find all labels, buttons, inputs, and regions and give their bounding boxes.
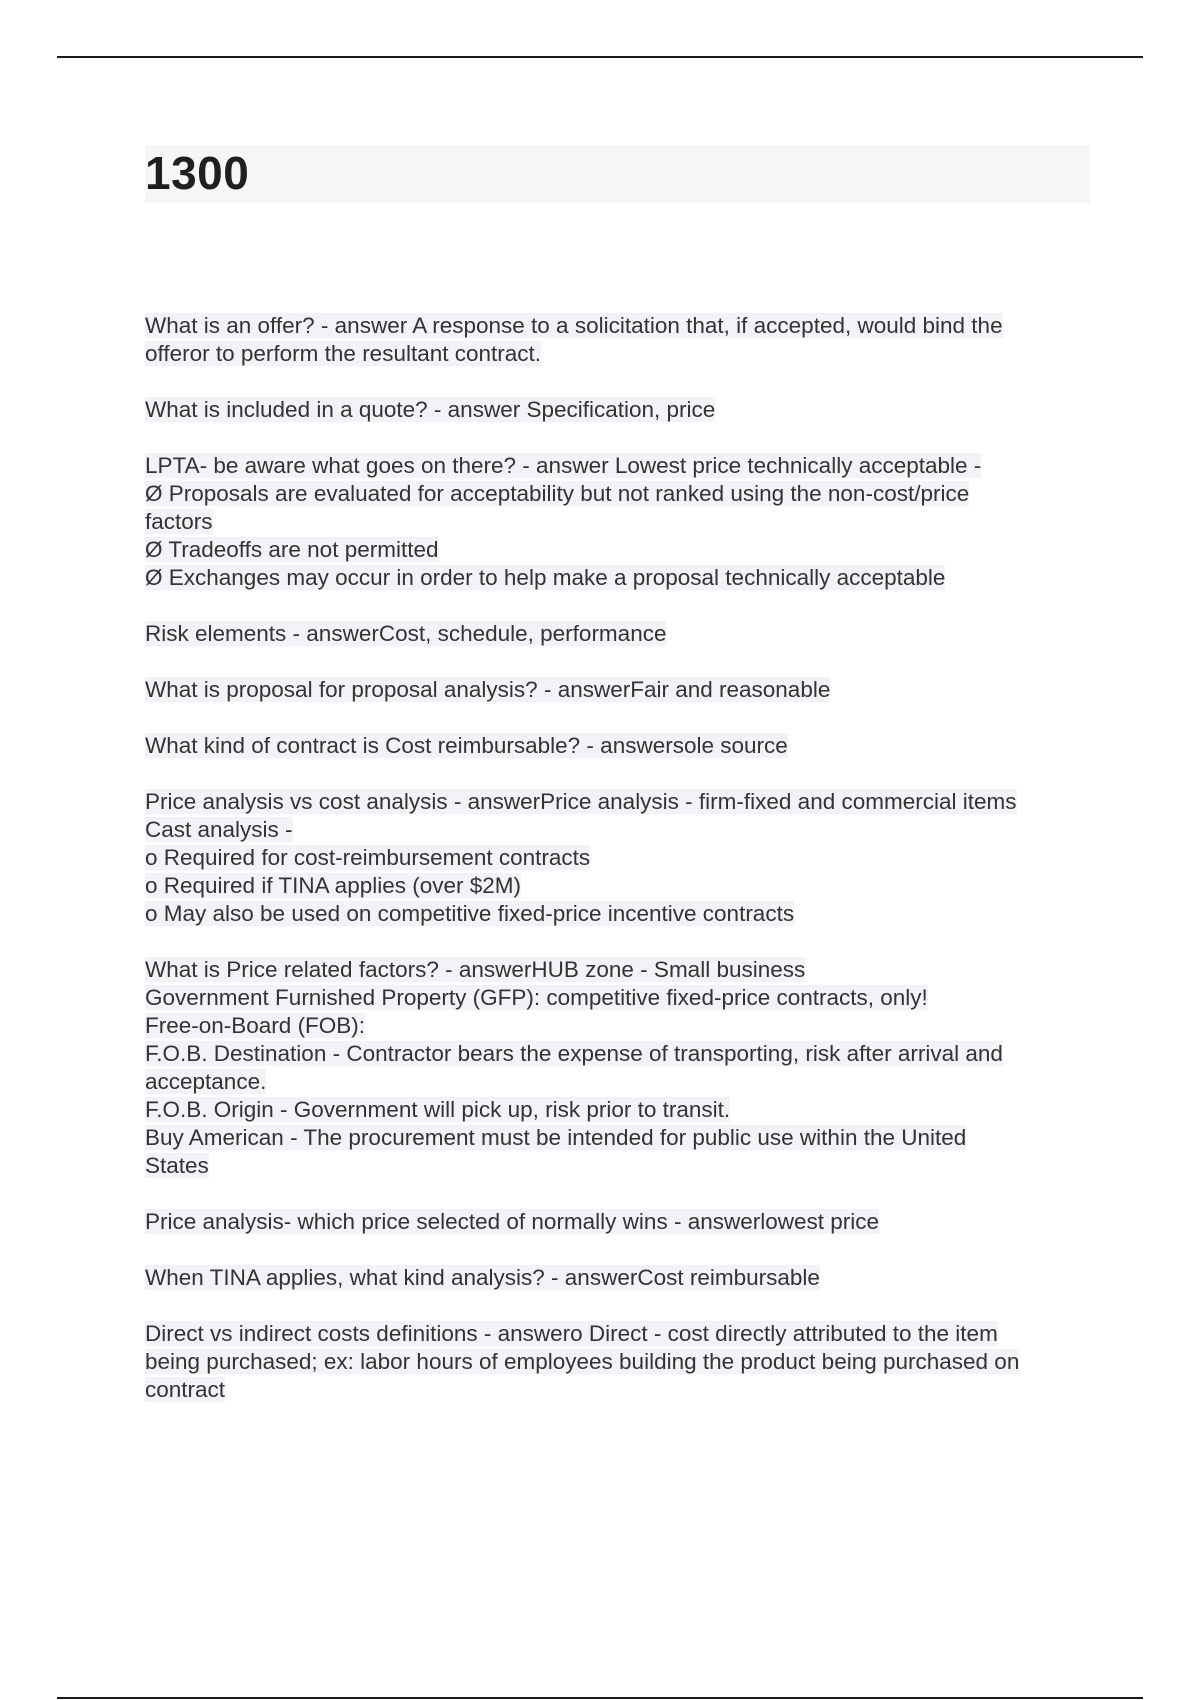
qa-line: Price analysis- which price selected of normally wins - answerlowest price xyxy=(145,1209,880,1234)
qa-line: What is included in a quote? - answer Specification, price xyxy=(145,397,716,422)
qa-tina-analysis xyxy=(145,1264,1090,1292)
title-band xyxy=(145,145,1090,203)
qa-risk-elements xyxy=(145,620,1090,648)
qa-line: LPTA- be aware what goes on there? - answer Lowest price technically acceptable - xyxy=(145,453,982,478)
qa-offer xyxy=(145,312,1090,368)
qa-line: Price analysis vs cost analysis - answerPrice analysis - firm-fixed and commercial items xyxy=(145,789,1017,814)
qa-price-vs-cost xyxy=(145,788,1090,928)
qa-line: When TINA applies, what kind analysis? - answerCost reimbursable xyxy=(145,1265,820,1290)
qa-line: Ø Tradeoffs are not permitted xyxy=(145,537,439,562)
qa-proposal-analysis xyxy=(145,676,1090,704)
qa-price-related-factors xyxy=(145,956,1090,1180)
qa-line: Free-on-Board (FOB): xyxy=(145,1013,366,1038)
qa-line: factors xyxy=(145,509,213,534)
qa-line: Ø Proposals are evaluated for acceptability but not ranked using the non-cost/price xyxy=(145,481,970,506)
qa-cost-reimbursable xyxy=(145,732,1090,760)
qa-line: o Required for cost-reimbursement contracts xyxy=(145,845,591,870)
qa-line: Ø Exchanges may occur in order to help make a proposal technically acceptable xyxy=(145,565,946,590)
qa-line: being purchased; ex: labor hours of employees building the product being purchased on xyxy=(145,1349,1020,1374)
qa-line: What is an offer? - answer A response to a solicitation that, if accepted, would bind the xyxy=(145,313,1003,338)
qa-line: Cast analysis - xyxy=(145,817,293,842)
qa-line: Government Furnished Property (GFP): competitive fixed-price contracts, only! xyxy=(145,985,928,1010)
qa-line: Buy American - The procurement must be intended for public use within the United xyxy=(145,1125,967,1150)
qa-direct-vs-indirect xyxy=(145,1320,1090,1404)
qa-line: F.O.B. Destination - Contractor bears the expense of transporting, risk after arrival and xyxy=(145,1041,1003,1066)
qa-line: o May also be used on competitive fixed-price incentive contracts xyxy=(145,901,795,926)
qa-line: What is Price related factors? - answerHUB zone - Small business xyxy=(145,957,806,982)
qa-line: Direct vs indirect costs definitions - answero Direct - cost directly attributed to the item xyxy=(145,1321,998,1346)
qa-lpta xyxy=(145,452,1090,592)
bottom-rule xyxy=(57,1697,1143,1699)
qa-line: States xyxy=(145,1153,209,1178)
qa-line: What kind of contract is Cost reimbursable? - answersole source xyxy=(145,733,788,758)
qa-price-analysis-wins xyxy=(145,1208,1090,1236)
qa-line: contract xyxy=(145,1377,226,1402)
top-rule xyxy=(57,56,1143,58)
document-title: 1300 xyxy=(145,147,250,199)
document-body xyxy=(145,312,1090,1432)
qa-line: F.O.B. Origin - Government will pick up, risk prior to transit. xyxy=(145,1097,731,1122)
qa-line: Risk elements - answerCost, schedule, performance xyxy=(145,621,667,646)
qa-line: acceptance. xyxy=(145,1069,267,1094)
qa-line: offeror to perform the resultant contract. xyxy=(145,341,542,366)
qa-line: What is proposal for proposal analysis? - answerFair and reasonable xyxy=(145,677,831,702)
qa-line: o Required if TINA applies (over $2M) xyxy=(145,873,522,898)
qa-quote xyxy=(145,396,1090,424)
